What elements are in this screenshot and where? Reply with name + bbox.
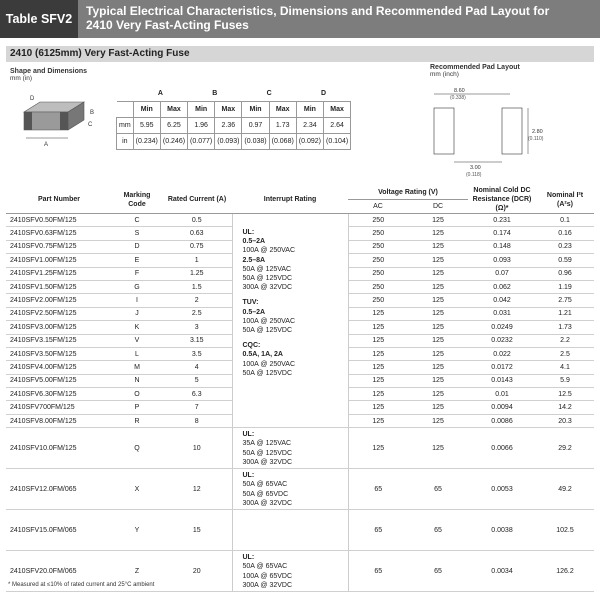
cell-i2t: 5.9 (536, 374, 594, 387)
cell-i2t: 126.2 (536, 551, 594, 592)
cell-rated: 0.63 (162, 227, 232, 240)
cell-ac: 250 (348, 267, 408, 280)
cell-part: 2410SFV2.50FM/125 (6, 307, 112, 320)
cell-rated: 20 (162, 551, 232, 592)
cell-rated: 12 (162, 469, 232, 510)
cell-rated: 1.25 (162, 267, 232, 280)
cell-dcr: 0.022 (468, 347, 536, 360)
cell-mark: D (112, 240, 162, 253)
cell-dcr: 0.0086 (468, 414, 536, 427)
interrupt-line: 100A @ 65VDC (242, 572, 293, 580)
cell-dc: 125 (408, 401, 468, 414)
cell-rated: 6.3 (162, 388, 232, 401)
cell-part: 2410SFV3.50FM/125 (6, 347, 112, 360)
dim-subheader: Max (323, 102, 350, 118)
cell-rated: 3 (162, 321, 232, 334)
interrupt-line: TUV: (242, 299, 259, 307)
dim-value: 6.25 (160, 118, 187, 134)
cell-i2t: 0.96 (536, 267, 594, 280)
header-voltage: Voltage Rating (V) (348, 186, 468, 199)
cell-part: 2410SFV2.00FM/125 (6, 294, 112, 307)
header-i2t: Nominal I²t (A²s) (536, 186, 594, 214)
dim-subheader: Max (160, 102, 187, 118)
interrupt-line: 100A @ 250VAC (242, 247, 296, 255)
interrupt-line: UL: (242, 229, 255, 236)
header-marking: Marking Code (112, 186, 162, 214)
cell-dcr: 0.01 (468, 388, 536, 401)
cell-mark: L (112, 347, 162, 360)
cell-part: 2410SFV0.50FM/125 (6, 214, 112, 227)
cell-part: 2410SFV6.30FM/125 (6, 388, 112, 401)
interrupt-line: 50A @ 125VDC (242, 369, 293, 377)
cell-part: 2410SFV15.0FM/065 (6, 510, 112, 551)
cell-i2t: 2.2 (536, 334, 594, 347)
interrupt-line: 50A @ 125VDC (242, 449, 293, 457)
interrupt-line: 50A @ 125VDC (242, 275, 293, 283)
cell-dcr: 0.0172 (468, 361, 536, 374)
cell-mark: J (112, 307, 162, 320)
cell-part: 2410SFV3.15FM/125 (6, 334, 112, 347)
cell-rated: 8 (162, 414, 232, 427)
cell-dc: 125 (408, 254, 468, 267)
dim-value: (0.234) (133, 134, 160, 150)
dim-value: (0.068) (269, 134, 296, 150)
cell-ac: 250 (348, 240, 408, 253)
dim-letter-a: A (44, 142, 49, 148)
cell-part: 2410SFV8.00FM/125 (6, 414, 112, 427)
table-row (6, 428, 594, 469)
cell-dcr: 0.0053 (468, 469, 536, 510)
interrupt-rating-cell (232, 469, 348, 510)
cell-i2t: 14.2 (536, 401, 594, 414)
cell-ac: 250 (348, 214, 408, 227)
cell-ac: 125 (348, 374, 408, 387)
interrupt-line: 0.5A, 1A, 2A (242, 351, 283, 359)
cell-dc: 125 (408, 294, 468, 307)
cell-i2t: 1.73 (536, 321, 594, 334)
header-rated: Rated Current (A) (162, 186, 232, 214)
interrupt-rating-cell (232, 428, 348, 469)
cell-i2t: 49.2 (536, 469, 594, 510)
cell-rated: 0.75 (162, 240, 232, 253)
dim-letter-d: D (30, 96, 35, 102)
interrupt-line: 2.5–8A (242, 256, 266, 264)
dim-subheader: Max (269, 102, 296, 118)
header-dc: DC (408, 199, 468, 213)
cell-ac: 125 (348, 361, 408, 374)
interrupt-rating-cell (232, 510, 348, 551)
dim-value: (0.093) (215, 134, 242, 150)
interrupt-line: 300A @ 32VDC (242, 284, 293, 292)
dim-unit: mm (117, 118, 134, 134)
interrupt-rating-cell (232, 214, 348, 428)
dim-value: 2.34 (296, 118, 323, 134)
cell-i2t: 102.5 (536, 510, 594, 551)
interrupt-line: 300A @ 32VDC (242, 499, 293, 507)
pad-height-in: (0.110) (528, 136, 544, 142)
cell-ac: 65 (348, 510, 408, 551)
interrupt-line: 0.5–2A (242, 308, 266, 316)
interrupt-line: 50A @ 65VAC (242, 481, 288, 489)
header-ac: AC (348, 199, 408, 213)
cell-dcr: 0.07 (468, 267, 536, 280)
dim-value: (0.246) (160, 134, 187, 150)
cell-dcr: 0.231 (468, 214, 536, 227)
cell-dc: 125 (408, 267, 468, 280)
cell-rated: 1 (162, 254, 232, 267)
interrupt-line: 50A @ 125VAC (242, 265, 292, 273)
dim-group: A (133, 86, 187, 102)
cell-dcr: 0.031 (468, 307, 536, 320)
dim-value: (0.038) (242, 134, 269, 150)
cell-dc: 125 (408, 428, 468, 469)
dim-unit: in (117, 134, 134, 150)
footnote: * Measured at ≤10% of rated current and 25°C ambient (8, 582, 155, 588)
dim-letter-b: B (90, 110, 95, 116)
cell-dc: 125 (408, 307, 468, 320)
cell-ac: 125 (348, 428, 408, 469)
cell-i2t: 0.1 (536, 214, 594, 227)
cell-ac: 125 (348, 388, 408, 401)
dim-subheader: Max (215, 102, 242, 118)
dim-subheader: Min (296, 102, 323, 118)
cell-mark: Z (112, 551, 162, 592)
cell-ac: 250 (348, 280, 408, 293)
cell-dcr: 0.148 (468, 240, 536, 253)
cell-dc: 125 (408, 414, 468, 427)
cell-mark: V (112, 334, 162, 347)
cell-part: 2410SFV5.00FM/125 (6, 374, 112, 387)
cell-dc: 125 (408, 334, 468, 347)
cell-mark: Q (112, 428, 162, 469)
page-header (0, 0, 600, 38)
cell-rated: 4 (162, 361, 232, 374)
section-subheader: 2410 (6125mm) Very Fast-Acting Fuse (6, 46, 594, 62)
cell-mark: K (112, 321, 162, 334)
dim-value: 1.73 (269, 118, 296, 134)
shape-unit: mm (in) (10, 75, 33, 82)
shape-label (10, 68, 87, 82)
cell-part: 2410SFV4.00FM/125 (6, 361, 112, 374)
shape-title: Shape and Dimensions (10, 68, 88, 75)
table-tag: Table SFV2 (0, 0, 78, 38)
cell-part: 2410SFV12.0FM/065 (6, 469, 112, 510)
interrupt-line: 50A @ 125VDC (242, 327, 293, 335)
dim-value: 1.96 (188, 118, 215, 134)
interrupt-line: UL: (242, 431, 255, 439)
cell-mark: G (112, 280, 162, 293)
dim-letter-c: C (88, 122, 93, 128)
cell-dc: 125 (408, 374, 468, 387)
cell-ac: 250 (348, 294, 408, 307)
dim-value: (0.092) (296, 134, 323, 150)
cell-dc: 125 (408, 214, 468, 227)
dimensions-table (116, 86, 351, 150)
cell-part: 2410SFV700FM/125 (6, 401, 112, 414)
cell-dcr: 0.042 (468, 294, 536, 307)
interrupt-line: 50A @ 65VDC (242, 490, 289, 498)
cell-dcr: 0.062 (468, 280, 536, 293)
dim-value: 2.36 (215, 118, 242, 134)
interrupt-rating-cell (232, 551, 348, 592)
cell-i2t: 0.23 (536, 240, 594, 253)
dim-group: D (296, 86, 350, 102)
interrupt-line: 300A @ 32VDC (242, 581, 293, 589)
cell-mark: R (112, 414, 162, 427)
dim-group: C (242, 86, 296, 102)
cell-i2t: 1.19 (536, 280, 594, 293)
cell-dcr: 0.0143 (468, 374, 536, 387)
cell-rated: 3.5 (162, 347, 232, 360)
pad-height: 2.80 (532, 129, 543, 135)
cell-part: 2410SFV0.63FM/125 (6, 227, 112, 240)
pad-label (430, 64, 520, 78)
cell-rated: 15 (162, 510, 232, 551)
dim-subheader: Min (188, 102, 215, 118)
cell-dcr: 0.093 (468, 254, 536, 267)
cell-ac: 250 (348, 254, 408, 267)
cell-rated: 0.5 (162, 214, 232, 227)
cell-dcr: 0.0066 (468, 428, 536, 469)
dim-value: 2.64 (323, 118, 350, 134)
interrupt-line: 100A @ 250VAC (242, 317, 296, 325)
cell-mark: I (112, 294, 162, 307)
cell-dc: 125 (408, 361, 468, 374)
interrupt-line: CQC: (242, 342, 261, 350)
cell-i2t: 1.21 (536, 307, 594, 320)
dim-value: (0.104) (323, 134, 350, 150)
cell-dc: 65 (408, 551, 468, 592)
dim-value: (0.077) (188, 134, 215, 150)
pad-gap: 3.00 (470, 165, 481, 171)
cell-mark: C (112, 214, 162, 227)
interrupt-line: 100A @ 250VAC (242, 360, 296, 368)
cell-ac: 125 (348, 307, 408, 320)
pad-unit: mm (inch) (430, 71, 459, 78)
title-line-1: Typical Electrical Characteristics, Dimensions and Recommended Pad Layout for (86, 4, 550, 18)
cell-ac: 125 (348, 321, 408, 334)
pad-width-in: (0.338) (450, 95, 466, 101)
cell-part: 2410SFV1.50FM/125 (6, 280, 112, 293)
cell-part: 2410SFV3.00FM/125 (6, 321, 112, 334)
pad-width: 8.60 (454, 88, 465, 94)
cell-dc: 65 (408, 469, 468, 510)
cell-part: 2410SFV10.0FM/125 (6, 428, 112, 469)
interrupt-line: 50A @ 65VAC (242, 563, 288, 571)
cell-i2t: 12.5 (536, 388, 594, 401)
interrupt-line: 0.5–2A (242, 238, 266, 246)
cell-dcr: 0.0034 (468, 551, 536, 592)
cell-rated: 5 (162, 374, 232, 387)
dim-subheader: Min (242, 102, 269, 118)
cell-part: 2410SFV1.00FM/125 (6, 254, 112, 267)
cell-ac: 65 (348, 551, 408, 592)
interrupt-line: 300A @ 32VDC (242, 458, 293, 466)
cell-dc: 125 (408, 227, 468, 240)
cell-dc: 125 (408, 321, 468, 334)
cell-ac: 125 (348, 347, 408, 360)
dim-value: 5.95 (133, 118, 160, 134)
cell-mark: S (112, 227, 162, 240)
cell-i2t: 0.16 (536, 227, 594, 240)
header-part-number: Part Number (6, 186, 112, 214)
cell-i2t: 0.59 (536, 254, 594, 267)
cell-rated: 1.5 (162, 280, 232, 293)
table-row (6, 214, 594, 227)
cell-i2t: 20.3 (536, 414, 594, 427)
cell-rated: 2 (162, 294, 232, 307)
cell-part: 2410SFV1.25FM/125 (6, 267, 112, 280)
cell-mark: N (112, 374, 162, 387)
cell-mark: Y (112, 510, 162, 551)
cell-dc: 65 (408, 510, 468, 551)
dim-subheader: Min (133, 102, 160, 118)
cell-ac: 65 (348, 469, 408, 510)
cell-dcr: 0.0038 (468, 510, 536, 551)
dim-group: B (188, 86, 242, 102)
header-dcr: Nominal Cold DC Resistance (DCR) (Ω)* (468, 186, 536, 214)
cell-dc: 125 (408, 280, 468, 293)
title-line-2: 2410 Very Fast-Acting Fuses (86, 18, 249, 32)
interrupt-line: 35A @ 125VAC (242, 440, 292, 448)
cell-i2t: 2.75 (536, 294, 594, 307)
cell-i2t: 2.5 (536, 347, 594, 360)
cell-rated: 10 (162, 428, 232, 469)
cell-dcr: 0.0232 (468, 334, 536, 347)
cell-rated: 7 (162, 401, 232, 414)
cell-mark: F (112, 267, 162, 280)
cell-mark: E (112, 254, 162, 267)
interrupt-line: UL: (242, 472, 255, 480)
cell-mark: O (112, 388, 162, 401)
cell-dc: 125 (408, 388, 468, 401)
cell-mark: P (112, 401, 162, 414)
cell-dc: 125 (408, 240, 468, 253)
cell-ac: 125 (348, 334, 408, 347)
cell-ac: 250 (348, 227, 408, 240)
cell-dcr: 0.0094 (468, 401, 536, 414)
cell-i2t: 4.1 (536, 361, 594, 374)
cell-ac: 125 (348, 414, 408, 427)
cell-dc: 125 (408, 347, 468, 360)
cell-part: 2410SFV0.75FM/125 (6, 240, 112, 253)
pad-layout-drawing (420, 84, 560, 180)
cell-part: 2410SFV20.0FM/065 (6, 551, 112, 592)
cell-rated: 2.5 (162, 307, 232, 320)
pad-gap-in: (0.118) (466, 172, 482, 178)
cell-i2t: 29.2 (536, 428, 594, 469)
cell-dcr: 0.0249 (468, 321, 536, 334)
cell-rated: 3.15 (162, 334, 232, 347)
table-row (6, 510, 594, 551)
header-interrupt: Interrupt Rating (232, 186, 348, 214)
fuse-shape-drawing (10, 92, 106, 148)
pad-title: Recommended Pad Layout (430, 64, 520, 71)
cell-ac: 125 (348, 401, 408, 414)
dim-value: 0.97 (242, 118, 269, 134)
interrupt-line: UL: (242, 554, 255, 562)
cell-mark: M (112, 361, 162, 374)
cell-mark: X (112, 469, 162, 510)
table-title (86, 4, 596, 32)
fuse-data-table (6, 186, 594, 592)
table-row (6, 469, 594, 510)
cell-dcr: 0.174 (468, 227, 536, 240)
